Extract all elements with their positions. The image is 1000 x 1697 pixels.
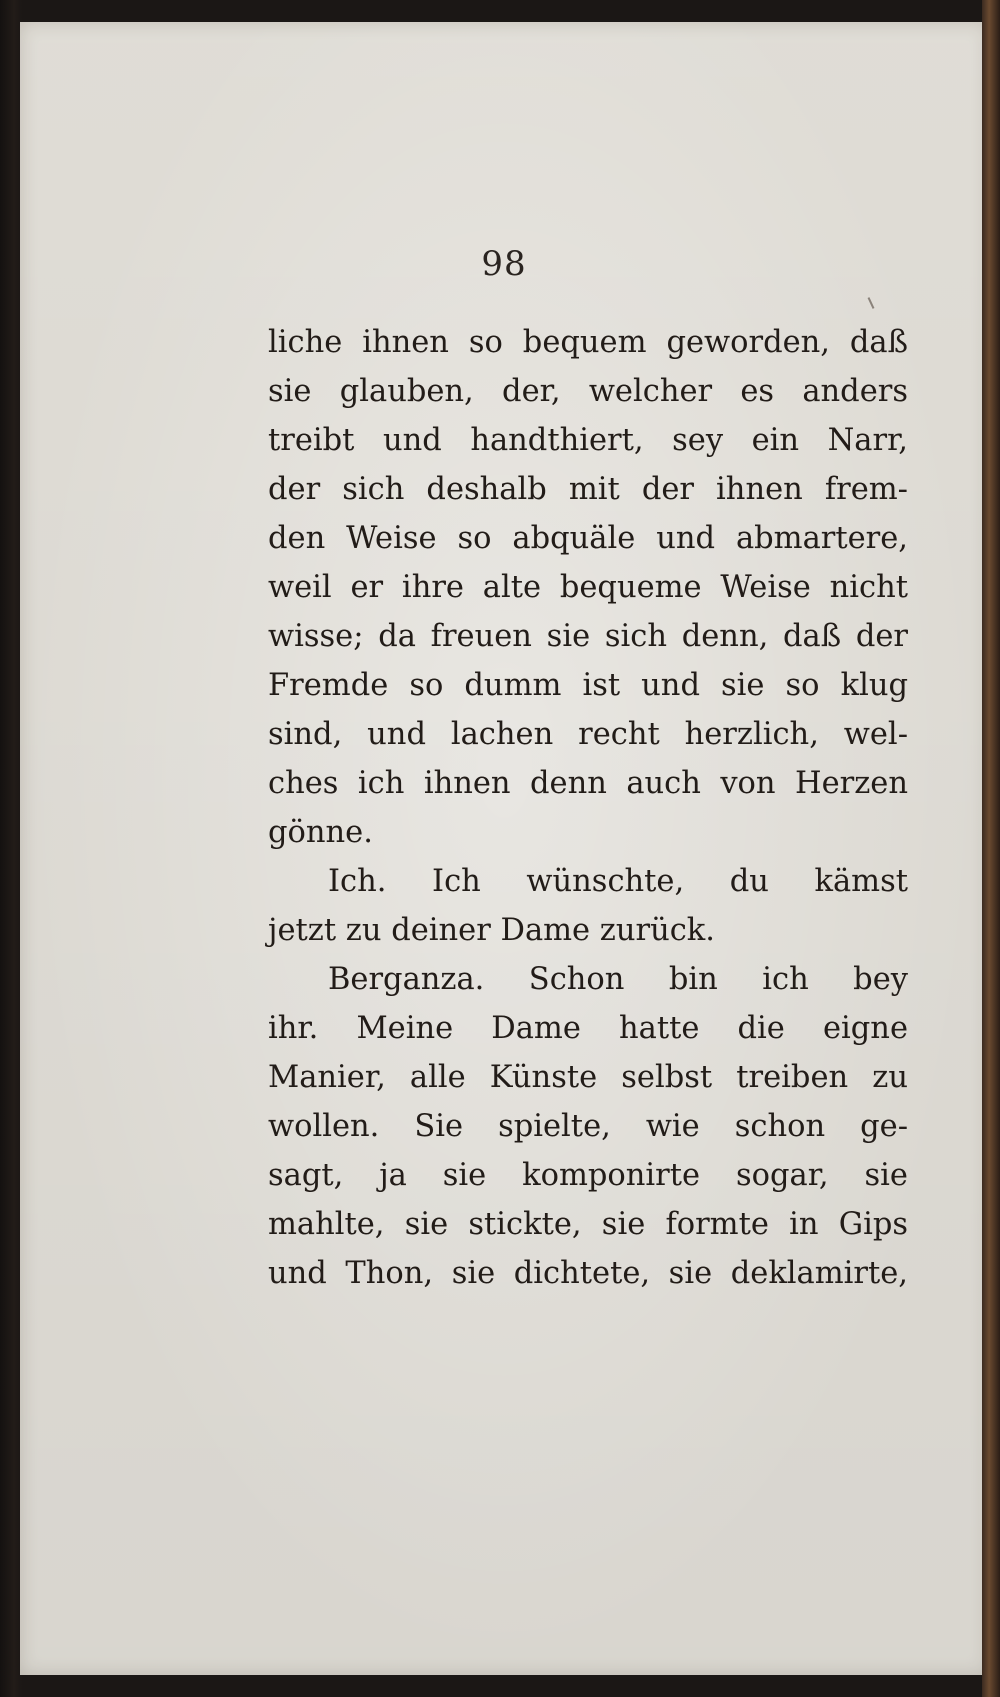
- text-line: und Thon, sie dichtete, sie deklamirte,: [268, 1256, 908, 1291]
- text-line: der sich deshalb mit der ihnen frem-: [268, 472, 908, 507]
- text-line: ihr. Meine Dame hatte die eigne: [268, 1011, 908, 1046]
- text-line: ches ich ihnen denn auch von Herzen: [268, 766, 908, 801]
- body-text: [268, 318, 908, 1298]
- text-line: sagt, ja sie komponirte sogar, sie: [268, 1158, 908, 1193]
- text-line: Manier, alle Künste selbst treiben zu: [268, 1060, 908, 1095]
- text-line: Berganza. Schon bin ich bey: [328, 962, 908, 997]
- text-line: den Weise so abquäle und abmartere,: [268, 521, 908, 556]
- paper-mark: [868, 297, 875, 309]
- text-line: Ich. Ich wünschte, du kämst: [328, 864, 908, 899]
- book-page: [20, 22, 988, 1675]
- text-line: jetzt zu deiner Dame zurück.: [268, 913, 715, 948]
- text-line: sind, und lachen recht herzlich, wel-: [268, 717, 908, 752]
- text-line: gönne.: [268, 815, 373, 850]
- text-line: sie glauben, der, welcher es anders: [268, 374, 908, 409]
- book-edge: [982, 0, 1000, 1697]
- text-line: liche ihnen so bequem geworden, daß: [268, 325, 908, 360]
- text-line: wisse; da freuen sie sich denn, daß der: [268, 619, 908, 654]
- text-line: wollen. Sie spielte, wie schon ge-: [268, 1109, 908, 1144]
- text-line: Fremde so dumm ist und sie so klug: [268, 668, 908, 703]
- page-number: 98: [481, 244, 527, 284]
- text-line: treibt und handthiert, sey ein Narr,: [268, 423, 908, 458]
- text-line: weil er ihre alte bequeme Weise nicht: [268, 570, 908, 605]
- text-line: mahlte, sie stickte, sie formte in Gips: [268, 1207, 908, 1242]
